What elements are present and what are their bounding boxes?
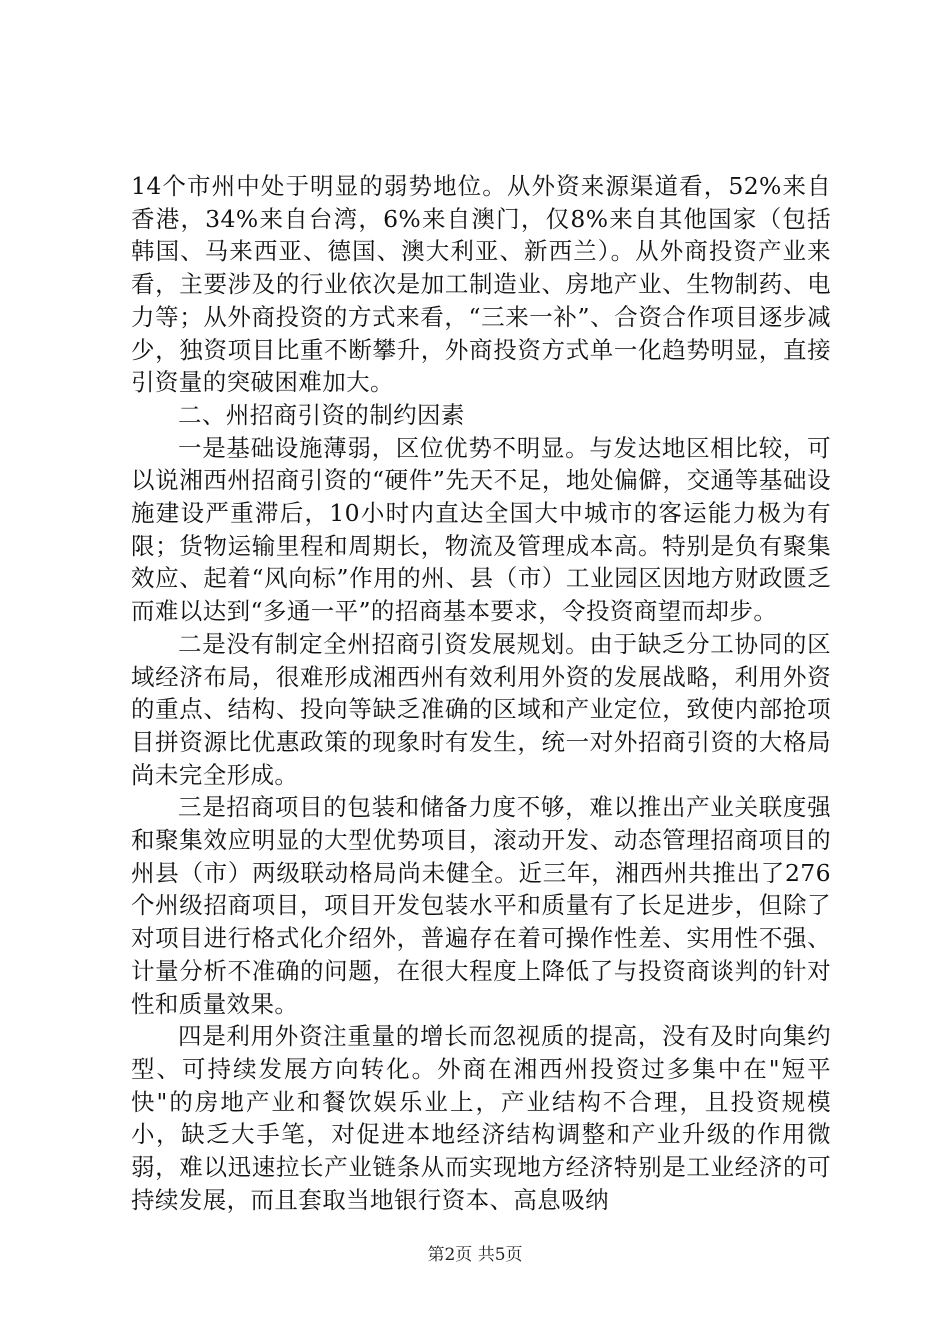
paragraph-infrastructure: 一是基础设施薄弱，区位优势不明显。与发达地区相比较，可以说湘西州招商引资的“硬件”先天不足，地处偏僻，交通等基础设施建设严重滞后，10小时内直达全国大中城市的客运能力极为有限；货物运输里程和周期长，物流及管理成本高。特别是负有聚集效应、起着“风向标”作用的州、县（市）工业园区因地方财政匮乏而难以达到“多通一平”的招商基本要求，令投资商望而却步。 bbox=[131, 433, 831, 626]
paragraph-planning: 二是没有制定全州招商引资发展规划。由于缺乏分工协同的区域经济布局，很难形成湘西州有效利用外资的发展战略，利用外资的重点、结构、投向等缺乏准确的区域和产业定位，致使内部抢项目拼资源比优惠政策的现象时有发生，统一对外招商引资的大格局尚未完全形成。 bbox=[131, 629, 831, 789]
page-footer: 第2页 共5页 bbox=[427, 1245, 523, 1265]
paragraph-continuation: 14个市州中处于明显的弱势地位。从外资来源渠道看，52%来自香港，34%来自台湾，6%来自澳门，仅8%来自其他国家（包括韩国、马来西亚、德国、澳大利亚、新西兰）。从外商投资产业来看，主要涉及的行业依次是加工制造业、房地产业、生物制药、电力等；从外商投资的方式来看，“三来一补”、合资合作项目逐步减少，独资项目比重不断攀升，外商投资方式单一化趋势明显，直接引资量的突破困难加大。 bbox=[131, 172, 831, 397]
section-heading: 二、州招商引资的制约因素 bbox=[178, 400, 465, 429]
document-body bbox=[131, 170, 831, 1217]
paragraph-projects: 三是招商项目的包装和储备力度不够，难以推出产业关联度强和聚集效应明显的大型优势项目，滚动开发、动态管理招商项目的州县（市）两级联动格局尚未健全。近三年，湘西州共推出了276个州级招商项目，项目开发包装水平和质量有了长足进步，但除了对项目进行格式化介绍外，普遍存在着可操作性差、实用性不强、计量分析不准确的问题，在很大程度上降低了与投资商谈判的针对性和质量效果。 bbox=[131, 793, 831, 1018]
paragraph-quality: 四是利用外资注重量的增长而忽视质的提高，没有及时向集约型、可持续发展方向转化。外商在湘西州投资过多集中在"短平快"的房地产业和餐饮娱乐业上，产业结构不合理，且投资规模小，缺乏大手笔，对促进本地经济结构调整和产业升级的作用微弱，难以迅速拉长产业链条从而实现地方经济特别是工业经济的可持续发展，而且套取当地银行资本、高息吸纳 bbox=[131, 1022, 831, 1214]
